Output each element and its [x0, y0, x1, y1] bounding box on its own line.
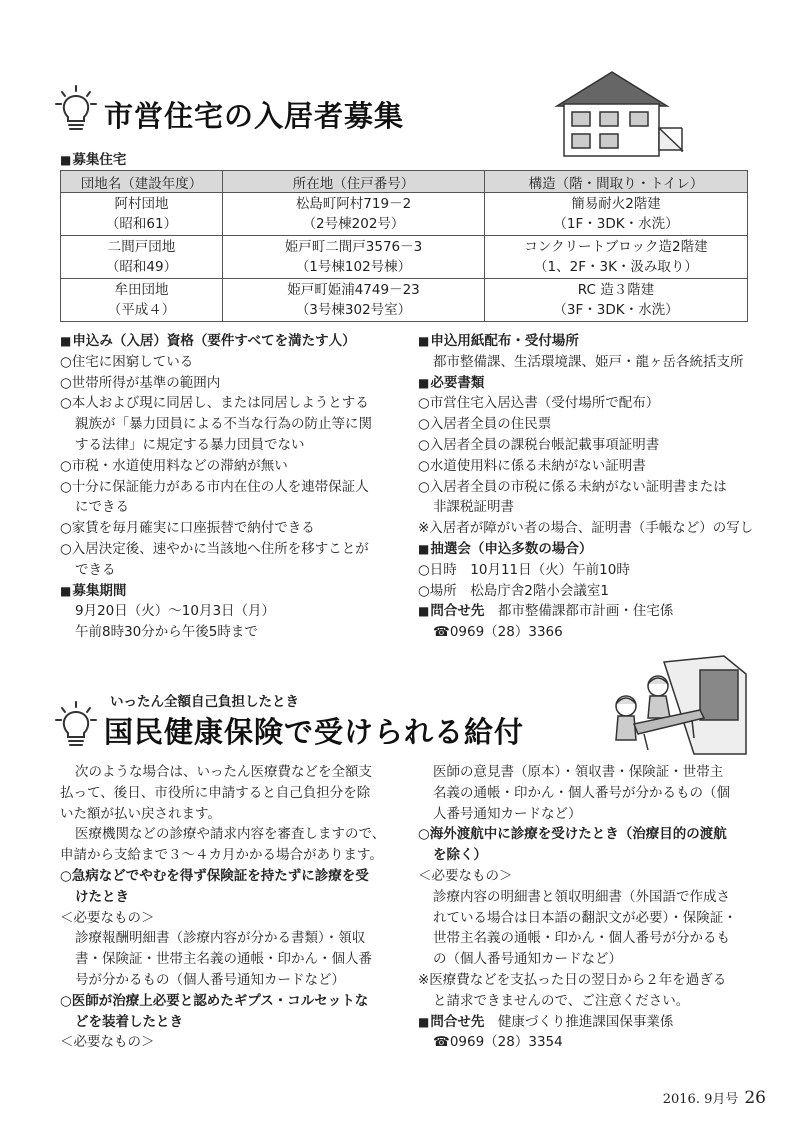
needed-label: ＜必要なもの＞ — [60, 1034, 155, 1051]
list-item-continued: にできる — [75, 499, 129, 516]
documents-note: ※入居者が障がい者の場合、証明書（手帳など）の写し — [418, 520, 754, 537]
lightbulb-icon — [54, 700, 98, 750]
housing-contact: ■問合せ先 都市整備課都市計画・住宅係 — [418, 603, 674, 620]
intro-line: いた額が払い戻されます。 — [60, 805, 221, 822]
case-item: 号が分かるもの（個人番号通知カードなど） — [75, 971, 345, 988]
case-item: れている場合は日本語の翻訳文が必要）・保険証・ — [433, 909, 737, 926]
housing-title: 市営住宅の入居者募集 — [104, 99, 405, 133]
layout-detail: （1F・3DK・水洗） — [553, 216, 679, 232]
lottery-date: ○日時 10月11日（火）午前10時 — [418, 561, 630, 578]
housing-left-column — [60, 331, 400, 643]
list-item: ○入居者全員の住民票 — [418, 416, 552, 433]
estate-name: 阿村団地 — [114, 196, 169, 212]
build-year: （昭和49） — [105, 259, 178, 275]
table-header: 構造（階・間取り・トイレ） — [485, 171, 748, 193]
period-heading: ■募集期間 — [60, 582, 127, 599]
unit-number: （2号棟202号） — [302, 216, 405, 232]
list-item-continued: 非課税証明書 — [433, 499, 514, 516]
list-item: ○市税・水道使用料などの滞納が無い — [60, 457, 288, 474]
housing-right-column — [418, 331, 758, 643]
page-number: 26 — [744, 1088, 766, 1108]
table-header: 所在地（住戸番号） — [223, 171, 485, 193]
table-header: 団地名（建設年度） — [61, 171, 223, 193]
case-item: 医師の意見書（原本）・領収書・保険証・世帯主 — [433, 764, 724, 780]
documents-heading: ■必要書類 — [418, 374, 485, 391]
estate-name: 牟田団地 — [114, 282, 169, 298]
table-row — [61, 279, 748, 322]
intro-line: 払って、後日、市役所に申請すると自己負担分を除 — [60, 784, 371, 801]
insurance-title: 国民健康保険で受けられる給付 — [104, 715, 525, 749]
intro-line: 医療機関などの診療や請求内容を審査しますので、 — [75, 826, 386, 843]
qualification-list — [60, 352, 400, 581]
qualification-heading: ■申込み（入居）資格（要件すべてを満たす人） — [60, 333, 356, 349]
case-heading: ○医師が治療上必要と認めたギプス・コルセットな — [60, 992, 369, 1009]
insurance-subtitle: いったん全額自己負担したとき — [110, 694, 299, 710]
layout-detail: （1、2F・3K・汲み取り） — [534, 259, 698, 275]
structure: コンクリートブロック造2階建 — [524, 239, 708, 255]
list-item: ○入居者全員の課税台帳記載事項証明書 — [418, 436, 660, 453]
build-year: （昭和61） — [105, 216, 178, 232]
insurance-phone: ☎0969（28）3354 — [433, 1034, 563, 1051]
build-year: （平成４） — [107, 302, 176, 318]
layout-detail: （3F・3DK・水洗） — [553, 302, 679, 318]
list-item-continued: する法律」に規定する暴力団員でない — [75, 436, 305, 453]
case-item: 診療報酬明細書（診療内容が分かる書類）・領収 — [75, 930, 366, 947]
case-item: の（個人番号通知カードなど） — [433, 951, 622, 968]
estate-name: 二間戸団地 — [107, 239, 176, 255]
recruit-housing-heading: ■募集住宅 — [60, 152, 127, 168]
list-item: ○住宅に困窮している — [60, 353, 194, 370]
table-row — [61, 236, 748, 279]
page-footer — [663, 1088, 766, 1108]
case-heading: けたとき — [75, 888, 129, 905]
list-item-continued: できる — [75, 561, 116, 578]
intro-line: 申請から支給まで３～４カ月かかる場合があります。 — [60, 847, 383, 864]
structure: 簡易耐火2階建 — [571, 196, 661, 212]
unit-number: （1号棟102号棟） — [295, 259, 412, 275]
list-item: ○家賃を毎月確実に口座振替で納付できる — [60, 520, 315, 537]
list-item: ○入居決定後、速やかに当該地へ住所を移すことが — [60, 540, 369, 557]
house-illustration — [552, 68, 687, 158]
unit-number: （3号棟302号室） — [295, 302, 412, 318]
list-item: ○入居者全員の市税に係る未納がない証明書または — [418, 478, 727, 495]
structure: RC 造３階建 — [577, 282, 655, 298]
case-item: 診療内容の明細書と領収明細書（外国語で作成さ — [433, 888, 730, 905]
case-item: 書・保険証・世帯主名義の通帳・印かん・個人番 — [75, 951, 372, 968]
lottery-place: ○場所 松島庁舎2階小会議室1 — [418, 582, 609, 599]
insurance-right-column — [418, 762, 758, 1053]
distribution-places: 都市整備課、生活環境課、姫戸・龍ヶ岳各統括支所 — [433, 353, 744, 370]
distribution-heading: ■申込用紙配布・受付場所 — [418, 333, 579, 349]
list-item: ○水道使用料に係る未納がない証明書 — [418, 457, 646, 474]
address: 松島町阿村719－2 — [295, 196, 412, 212]
list-item-continued: 親族が「暴力団員による不当な行為の防止等に関 — [75, 416, 372, 433]
address: 姫戸町姫浦4749－23 — [287, 282, 420, 298]
list-item: ○本人および現に同居し、または同居しようとする — [60, 395, 369, 412]
documents-list — [418, 393, 758, 518]
needed-label: ＜必要なもの＞ — [60, 909, 155, 926]
period-dates: 9月20日（火）～10月3日（月） — [75, 603, 276, 620]
case-item: 人番号通知カードなど） — [433, 805, 582, 822]
case-heading: ○海外渡航中に診療を受けたとき（治療目的の渡航 — [418, 826, 727, 843]
case-heading: を除く） — [433, 847, 487, 864]
period-hours: 午前8時30分から午後5時まで — [75, 624, 258, 641]
intro-line: 次のような場合は、いったん医療費などを全額支 — [75, 764, 372, 780]
housing-phone: ☎0969（28）3366 — [433, 624, 563, 641]
list-item: ○十分に保証能力がある市内在住の人を連帯保証人 — [60, 478, 369, 495]
insurance-left-column — [60, 762, 400, 1053]
case-heading: ○急病などでやむを得ず保険証を持たずに診療を受 — [60, 867, 369, 884]
needed-label: ＜必要なもの＞ — [418, 867, 513, 884]
insurance-note: と請求できませんので、ご注意ください。 — [433, 992, 690, 1009]
insurance-contact: ■問合せ先 健康づくり推進課国保事業係 — [418, 1013, 674, 1030]
list-item: ○世帯所得が基準の範囲内 — [60, 374, 221, 391]
housing-table — [60, 170, 748, 322]
table-row — [61, 193, 748, 236]
case-heading: どを装着したとき — [75, 1013, 183, 1030]
insurance-note: ※医療費などを支払った日の翌日から２年を過ぎる — [418, 971, 727, 988]
ambulance-stretcher-illustration — [604, 654, 750, 760]
case-item: 名義の通帳・印かん・個人番号が分かるもの（個 — [433, 784, 730, 801]
address: 姫戸町二間戸3576－3 — [284, 239, 423, 255]
issue-label: 2016. 9月号 — [662, 1092, 739, 1107]
list-item: ○市営住宅入居込書（受付場所で配布） — [418, 395, 660, 412]
lightbulb-icon — [54, 84, 98, 134]
lottery-heading: ■抽選会（申込多数の場合） — [418, 540, 593, 557]
case-item: 世帯主名義の通帳・印かん・個人番号が分かるも — [433, 930, 730, 947]
